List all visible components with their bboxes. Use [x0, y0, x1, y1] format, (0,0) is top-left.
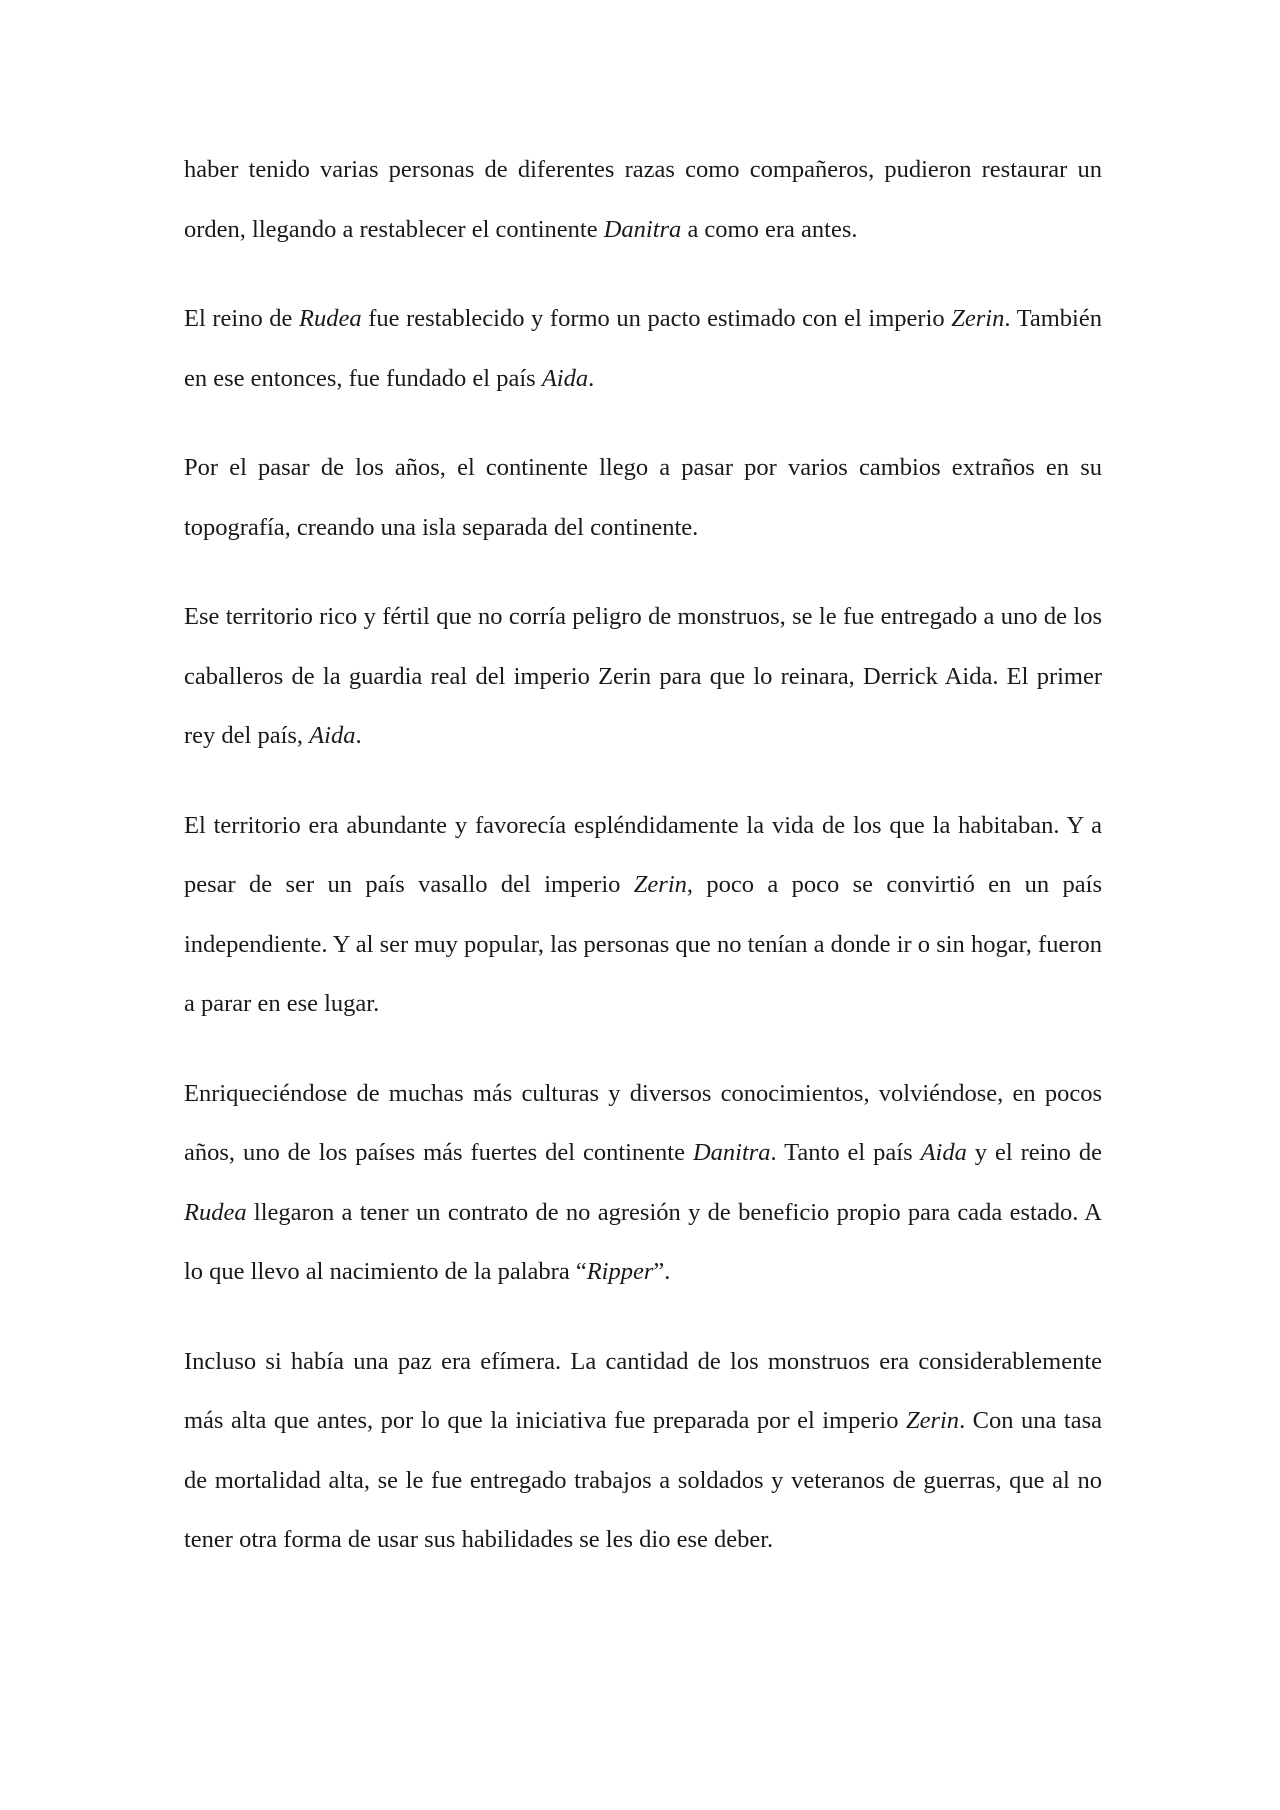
italic-text-run: Aida — [920, 1139, 967, 1166]
text-run: El territorio era abundante y favorecía espléndidamente la vida de los que la habitaban. Y a pesar de ser un país vasallo del imperio — [184, 811, 1102, 898]
italic-text-run: Zerin — [633, 871, 687, 898]
text-run: . — [588, 364, 595, 392]
text-run: Incluso si había una paz era efímera. La cantidad de los monstruos era considerablemente más alta que antes, por lo que la iniciativa fue preparada por el imperio — [184, 1347, 1102, 1434]
paragraph-7 — [184, 1332, 1102, 1570]
paragraph-4 — [184, 587, 1102, 766]
text-run: . También en ese entonces, fue fundado el país — [184, 305, 1102, 392]
text-run: ”. — [653, 1258, 671, 1285]
text-run: . Con una tasa de mortalidad alta, se le fue entregado trabajos a soldados y veteranos de guerras, que al no tener otra forma de usar sus habilidades se les dio ese deber. — [184, 1407, 1102, 1553]
document-page — [184, 140, 1102, 1570]
paragraph-6 — [184, 1064, 1102, 1302]
italic-text-run: Aida — [309, 722, 356, 749]
italic-text-run: Danitra — [692, 1139, 771, 1166]
text-run: Enriqueciéndose de muchas más culturas y diversos conocimientos, volviéndose, en pocos años, uno de los países más fuertes del continente — [184, 1079, 1102, 1166]
text-run: fue restablecido y formo un pacto estimado con el imperio — [361, 305, 952, 332]
italic-text-run: Danitra — [603, 215, 682, 243]
italic-text-run: Rudea — [299, 305, 362, 332]
text-run: . Tanto el país — [770, 1139, 921, 1166]
paragraph-1 — [184, 140, 1102, 259]
italic-text-run: Aida — [541, 364, 589, 392]
text-run: Por el pasar de los años, el continente llego a pasar por varios cambios extraños en su topografía, creando una isla separada del continente. — [184, 454, 1102, 541]
text-run: Ese territorio rico y fértil que no corría peligro de monstruos, se le fue entregado a uno de los caballeros de la guardia real del imperio Zerin para que lo reinara, Derrick Aida. El primer rey del país, — [184, 603, 1102, 749]
paragraph-2 — [184, 289, 1102, 408]
text-run: a como era antes. — [681, 215, 858, 243]
paragraph-3 — [184, 438, 1102, 557]
text-run: . — [355, 722, 362, 749]
text-run: , poco a poco se convirtió en un país independiente. Y al ser muy popular, las personas que no tenían a donde ir o sin hogar, fueron a parar en ese lugar. — [184, 871, 1102, 1017]
text-run: haber tenido varias personas de diferentes razas como compañeros, pudieron restaurar un orden, llegando a restablecer el continente — [184, 156, 1102, 243]
text-run: El reino de — [184, 305, 300, 332]
italic-text-run: Rudea — [184, 1198, 247, 1226]
paragraph-5 — [184, 796, 1102, 1034]
italic-text-run: Zerin — [951, 305, 1005, 332]
italic-text-run: Ripper — [586, 1258, 654, 1285]
text-run: llegaron a tener un contrato de no agresión y de beneficio propio para cada estado. A lo que llevo al nacimiento de la palabra “ — [184, 1198, 1102, 1285]
italic-text-run: Zerin — [905, 1407, 960, 1434]
text-run: y el reino de — [966, 1139, 1102, 1166]
